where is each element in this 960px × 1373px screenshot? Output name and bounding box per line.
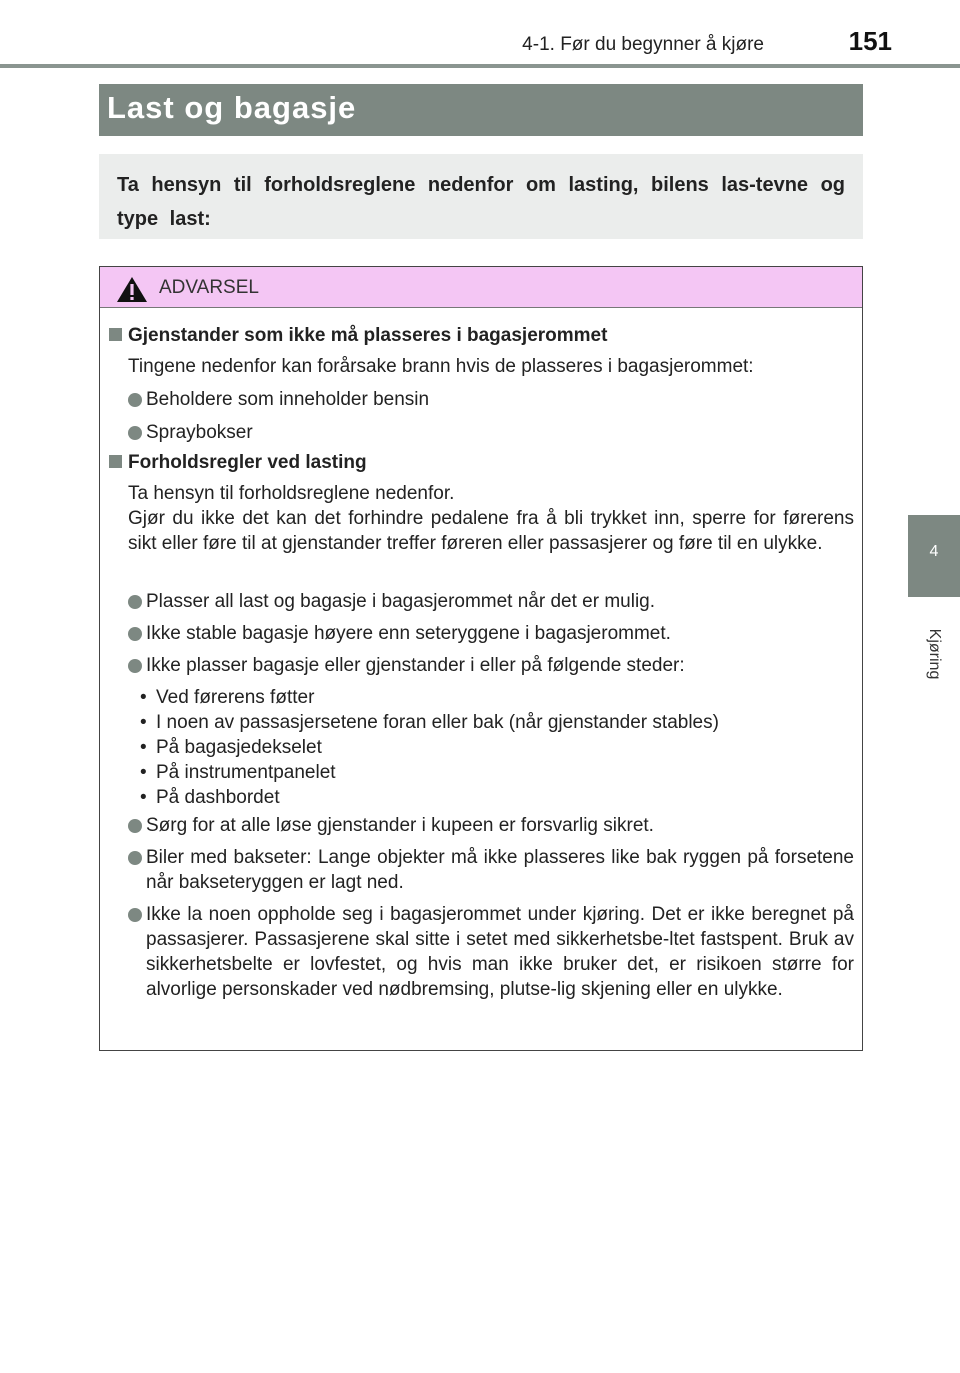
header-divider [0,64,960,68]
page-number: 151 [848,26,892,56]
square-bullet-icon [109,455,122,468]
sub-list-item: • Ved førerens føtter [140,685,840,710]
list-item: Beholdere som inneholder bensin [128,387,854,412]
sub-list-item: • På instrumentpanelet [140,760,840,785]
warning-paragraph: Tingene nedenfor kan forårsake brann hvis de plasseres i bagasjerommet: [128,356,754,377]
page-title-bar [99,84,863,136]
sub-list-item: • På dashbordet [140,785,840,810]
list-item: Ikke la noen oppholde seg i bagasjerommet under kjøring. Det er ikke beregnet på passasjerer. Passasjerene skal sitte i setet med sikkerhetsbe-ltet fastspent. Bruk av sikkerhetsbelte er lovfestet, og hvis man ikke bruker det, er risikoen større for alvorlige personskader ved nødbremsing, plutse-lig skjening eller en ulykke. [128,902,854,1002]
chapter-label: Kjøring [926,628,943,680]
warning-paragraph: Ta hensyn til forholdsreglene nedenfor. [128,483,455,504]
round-bullet-icon [128,819,142,833]
round-bullet-icon [128,659,142,673]
list-item: Spraybokser [128,420,854,445]
list-item: Ikke plasser bagasje eller gjenstander i eller på følgende steder: [128,653,854,678]
round-bullet-icon [128,393,142,407]
list-item: Plasser all last og bagasje i bagasjerommet når det er mulig. [128,589,854,614]
warning-section-title: Gjenstander som ikke må plasseres i bagasjerommet [109,325,854,347]
square-bullet-icon [109,328,122,341]
warning-header [100,267,862,308]
list-item: Ikke stable bagasje høyere enn seteryggene i bagasjerommet. [128,621,854,646]
chapter-tab [908,515,960,597]
warning-triangle-icon [116,276,148,303]
section-title: 4-1. Før du begynner å kjøre [522,34,764,55]
round-bullet-icon [128,426,142,440]
page-header [0,0,960,68]
round-bullet-icon [128,851,142,865]
intro-box [99,154,863,239]
list-item: Biler med bakseter: Lange objekter må ikke plasseres like bak ryggen på forsetene når bakseteryggen er lagt ned. [128,845,854,895]
page-title: Last og bagasje [107,90,357,125]
round-bullet-icon [128,595,142,609]
round-bullet-icon [128,627,142,641]
warning-label: ADVARSEL [159,277,259,298]
list-item: Sørg for at alle løse gjenstander i kupeen er forsvarlig sikret. [128,813,854,838]
sub-list-item: • På bagasjedekselet [140,735,840,760]
warning-paragraph: Gjør du ikke det kan det forhindre pedalene fra å bli trykket inn, sperre for førerens sikt eller føre til at gjenstander treffer føreren eller passasjerer og føre til en ulykke. [128,508,854,554]
sub-list-item: • I noen av passasjersetene foran eller bak (når gjenstander stables) [140,710,840,735]
round-bullet-icon [128,908,142,922]
intro-text: Ta hensyn til forholdsreglene nedenfor om lasting, bilens las-tevne og type last: [117,174,845,230]
warning-section-title: Forholdsregler ved lasting [109,452,854,474]
warning-box [99,266,863,1051]
chapter-number: 4 [929,543,939,560]
